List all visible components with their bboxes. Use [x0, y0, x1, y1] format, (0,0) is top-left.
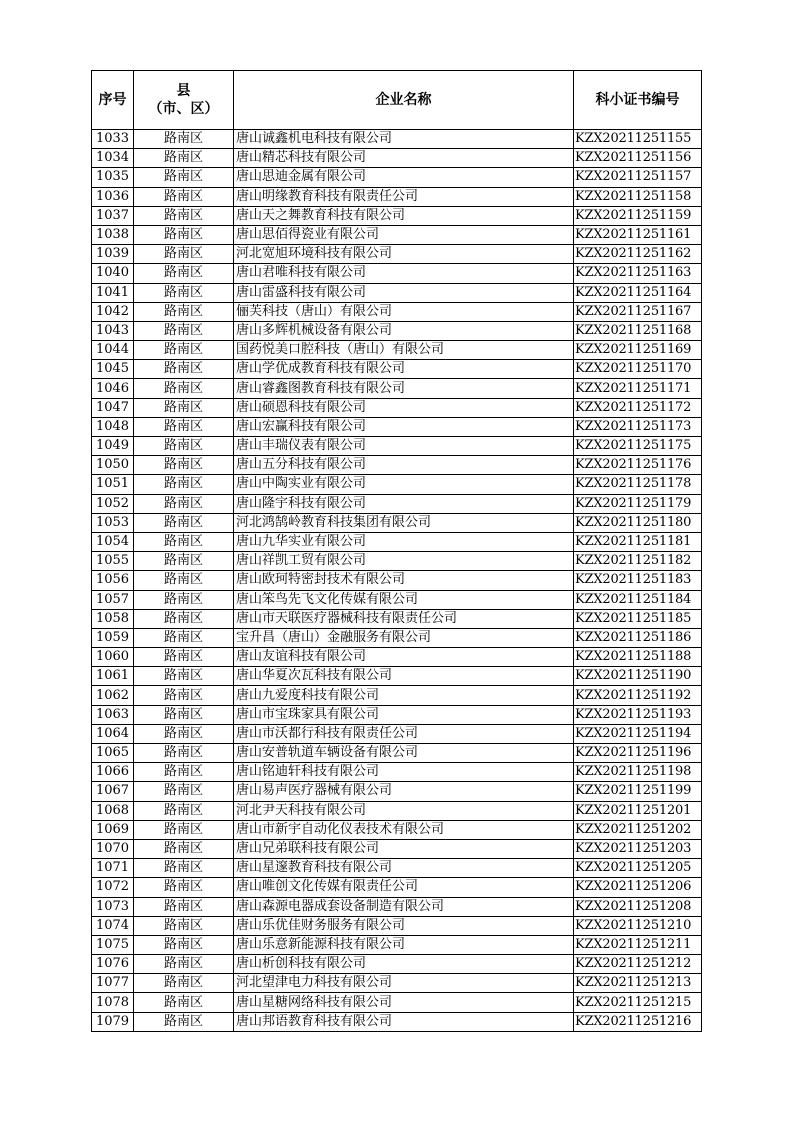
county-cell: 路南区 — [134, 744, 234, 763]
company-name-cell: 河北望津电力科技有限公司 — [234, 974, 574, 993]
header-row — [92, 71, 702, 130]
certificate-no-cell: KZX20211251163 — [574, 264, 702, 283]
certificate-no-cell: KZX20211251202 — [574, 820, 702, 839]
county-cell: 路南区 — [134, 245, 234, 264]
company-name-cell: 唐山祥凯工贸有限公司 — [234, 552, 574, 571]
county-cell: 路南区 — [134, 532, 234, 551]
table-row — [92, 897, 702, 916]
county-cell: 路南区 — [134, 782, 234, 801]
serial-no-cell: 1065 — [92, 744, 134, 763]
serial-no-cell: 1042 — [92, 302, 134, 321]
table-row — [92, 360, 702, 379]
table-row — [92, 820, 702, 839]
company-name-cell: 唐山铭迪轩科技有限公司 — [234, 763, 574, 782]
table-row — [92, 494, 702, 513]
serial-no-cell: 1068 — [92, 801, 134, 820]
serial-no-cell: 1058 — [92, 609, 134, 628]
county-cell: 路南区 — [134, 225, 234, 244]
serial-no-cell: 1054 — [92, 532, 134, 551]
header-county-line2: （市、区） — [148, 101, 219, 117]
serial-no-cell: 1056 — [92, 571, 134, 590]
company-name-cell: 唐山笨鸟先飞文化传媒有限公司 — [234, 590, 574, 609]
certificate-no-cell: KZX20211251194 — [574, 724, 702, 743]
certificate-no-cell: KZX20211251210 — [574, 916, 702, 935]
serial-no-cell: 1049 — [92, 437, 134, 456]
table-row — [92, 379, 702, 398]
serial-no-cell: 1079 — [92, 1012, 134, 1031]
header-serial-no: 序号 — [92, 71, 134, 130]
serial-no-cell: 1071 — [92, 859, 134, 878]
county-cell: 路南区 — [134, 686, 234, 705]
serial-no-cell: 1077 — [92, 974, 134, 993]
table-row — [92, 187, 702, 206]
company-name-cell: 唐山思迪金属有限公司 — [234, 168, 574, 187]
county-cell: 路南区 — [134, 398, 234, 417]
table-row — [92, 245, 702, 264]
table-row — [92, 590, 702, 609]
certificate-no-cell: KZX20211251206 — [574, 878, 702, 897]
serial-no-cell: 1055 — [92, 552, 134, 571]
county-cell: 路南区 — [134, 360, 234, 379]
table-row — [92, 686, 702, 705]
certificate-no-cell: KZX20211251190 — [574, 667, 702, 686]
table-row — [92, 705, 702, 724]
company-name-cell: 唐山精芯科技有限公司 — [234, 149, 574, 168]
serial-no-cell: 1036 — [92, 187, 134, 206]
company-name-cell: 唐山诚鑫机电科技有限公司 — [234, 130, 574, 149]
table-row — [92, 763, 702, 782]
table-row — [92, 321, 702, 340]
company-name-cell: 宝升昌（唐山）金融服务有限公司 — [234, 628, 574, 647]
serial-no-cell: 1046 — [92, 379, 134, 398]
serial-no-cell: 1067 — [92, 782, 134, 801]
certificate-no-cell: KZX20211251159 — [574, 206, 702, 225]
county-cell: 路南区 — [134, 935, 234, 954]
county-cell: 路南区 — [134, 494, 234, 513]
company-name-cell: 唐山易声医疗器械有限公司 — [234, 782, 574, 801]
county-cell: 路南区 — [134, 974, 234, 993]
county-cell: 路南区 — [134, 475, 234, 494]
serial-no-cell: 1034 — [92, 149, 134, 168]
county-cell: 路南区 — [134, 571, 234, 590]
certificate-no-cell: KZX20211251179 — [574, 494, 702, 513]
certificate-no-cell: KZX20211251201 — [574, 801, 702, 820]
certificate-no-cell: KZX20211251196 — [574, 744, 702, 763]
company-name-cell: 唐山兄弟联科技有限公司 — [234, 839, 574, 858]
county-cell: 路南区 — [134, 206, 234, 225]
serial-no-cell: 1074 — [92, 916, 134, 935]
table-row — [92, 878, 702, 897]
company-name-cell: 唐山星邃教育科技有限公司 — [234, 859, 574, 878]
certificate-no-cell: KZX20211251208 — [574, 897, 702, 916]
county-cell: 路南区 — [134, 667, 234, 686]
company-name-cell: 唐山乐意新能源科技有限公司 — [234, 935, 574, 954]
county-cell: 路南区 — [134, 590, 234, 609]
company-name-cell: 唐山硕恩科技有限公司 — [234, 398, 574, 417]
company-name-cell: 唐山邦语教育科技有限公司 — [234, 1012, 574, 1031]
table-body — [92, 130, 702, 1032]
county-cell: 路南区 — [134, 321, 234, 340]
company-name-cell: 唐山多辉机械设备有限公司 — [234, 321, 574, 340]
certificate-no-cell: KZX20211251168 — [574, 321, 702, 340]
certificate-no-cell: KZX20211251181 — [574, 532, 702, 551]
serial-no-cell: 1069 — [92, 820, 134, 839]
county-cell: 路南区 — [134, 609, 234, 628]
table-row — [92, 782, 702, 801]
county-cell: 路南区 — [134, 955, 234, 974]
table-row — [92, 341, 702, 360]
certificate-no-cell: KZX20211251173 — [574, 417, 702, 436]
certificate-no-cell: KZX20211251178 — [574, 475, 702, 494]
table-row — [92, 955, 702, 974]
county-cell: 路南区 — [134, 801, 234, 820]
certificate-no-cell: KZX20211251157 — [574, 168, 702, 187]
county-cell: 路南区 — [134, 628, 234, 647]
table-row — [92, 283, 702, 302]
certificate-no-cell: KZX20211251156 — [574, 149, 702, 168]
county-cell: 路南区 — [134, 878, 234, 897]
table-row — [92, 974, 702, 993]
county-cell: 路南区 — [134, 168, 234, 187]
company-name-cell: 唐山隆宇科技有限公司 — [234, 494, 574, 513]
table-row — [92, 168, 702, 187]
table-row — [92, 916, 702, 935]
table-row — [92, 1012, 702, 1031]
county-cell: 路南区 — [134, 302, 234, 321]
header-county — [134, 71, 234, 130]
company-name-cell: 唐山九华实业有限公司 — [234, 532, 574, 551]
certificate-no-cell: KZX20211251211 — [574, 935, 702, 954]
serial-no-cell: 1060 — [92, 648, 134, 667]
company-name-cell: 唐山明缘教育科技有限责任公司 — [234, 187, 574, 206]
county-cell: 路南区 — [134, 379, 234, 398]
certificate-no-cell: KZX20211251176 — [574, 456, 702, 475]
company-name-cell: 河北鸿鹄岭教育科技集团有限公司 — [234, 513, 574, 532]
serial-no-cell: 1037 — [92, 206, 134, 225]
company-name-cell: 唐山学优成教育科技有限公司 — [234, 360, 574, 379]
serial-no-cell: 1035 — [92, 168, 134, 187]
table-row — [92, 628, 702, 647]
table-row — [92, 724, 702, 743]
certificate-no-cell: KZX20211251192 — [574, 686, 702, 705]
certificate-no-cell: KZX20211251205 — [574, 859, 702, 878]
serial-no-cell: 1062 — [92, 686, 134, 705]
table-row — [92, 801, 702, 820]
table-row — [92, 456, 702, 475]
table-row — [92, 302, 702, 321]
county-cell: 路南区 — [134, 724, 234, 743]
table-row — [92, 667, 702, 686]
serial-no-cell: 1038 — [92, 225, 134, 244]
county-cell: 路南区 — [134, 839, 234, 858]
table-row — [92, 513, 702, 532]
county-cell: 路南区 — [134, 437, 234, 456]
serial-no-cell: 1050 — [92, 456, 134, 475]
certificate-no-cell: KZX20211251171 — [574, 379, 702, 398]
county-cell: 路南区 — [134, 648, 234, 667]
serial-no-cell: 1076 — [92, 955, 134, 974]
table-row — [92, 571, 702, 590]
table-row — [92, 935, 702, 954]
county-cell: 路南区 — [134, 456, 234, 475]
county-cell: 路南区 — [134, 763, 234, 782]
serial-no-cell: 1048 — [92, 417, 134, 436]
company-name-cell: 唐山九爱度科技有限公司 — [234, 686, 574, 705]
company-name-cell: 唐山思佰得瓷业有限公司 — [234, 225, 574, 244]
certificate-no-cell: KZX20211251198 — [574, 763, 702, 782]
company-name-cell: 唐山五分科技有限公司 — [234, 456, 574, 475]
table-row — [92, 264, 702, 283]
serial-no-cell: 1051 — [92, 475, 134, 494]
serial-no-cell: 1057 — [92, 590, 134, 609]
company-name-cell: 河北尹天科技有限公司 — [234, 801, 574, 820]
serial-no-cell: 1073 — [92, 897, 134, 916]
company-name-cell: 唐山华夏次瓦科技有限公司 — [234, 667, 574, 686]
company-certificate-table — [91, 70, 702, 1032]
county-cell: 路南区 — [134, 417, 234, 436]
certificate-no-cell: KZX20211251193 — [574, 705, 702, 724]
table-row — [92, 417, 702, 436]
county-cell: 路南区 — [134, 283, 234, 302]
certificate-no-cell: KZX20211251180 — [574, 513, 702, 532]
company-name-cell: 唐山睿鑫图教育科技有限公司 — [234, 379, 574, 398]
serial-no-cell: 1053 — [92, 513, 134, 532]
serial-no-cell: 1039 — [92, 245, 134, 264]
county-cell: 路南区 — [134, 705, 234, 724]
serial-no-cell: 1078 — [92, 993, 134, 1012]
company-name-cell: 唐山唯创文化传媒有限责任公司 — [234, 878, 574, 897]
company-name-cell: 唐山天之舞教育科技有限公司 — [234, 206, 574, 225]
county-cell: 路南区 — [134, 859, 234, 878]
company-name-cell: 唐山市新宇自动化仪表技术有限公司 — [234, 820, 574, 839]
table-row — [92, 149, 702, 168]
certificate-no-cell: KZX20211251183 — [574, 571, 702, 590]
table-row — [92, 206, 702, 225]
serial-no-cell: 1033 — [92, 130, 134, 149]
table-row — [92, 993, 702, 1012]
certificate-no-cell: KZX20211251216 — [574, 1012, 702, 1031]
company-name-cell: 国药悦美口腔科技（唐山）有限公司 — [234, 341, 574, 360]
certificate-no-cell: KZX20211251212 — [574, 955, 702, 974]
table-row — [92, 609, 702, 628]
certificate-no-cell: KZX20211251162 — [574, 245, 702, 264]
serial-no-cell: 1072 — [92, 878, 134, 897]
certificate-no-cell: KZX20211251203 — [574, 839, 702, 858]
company-name-cell: 唐山安普轨道车辆设备有限公司 — [234, 744, 574, 763]
certificate-no-cell: KZX20211251188 — [574, 648, 702, 667]
serial-no-cell: 1047 — [92, 398, 134, 417]
company-name-cell: 唐山乐优佳财务服务有限公司 — [234, 916, 574, 935]
serial-no-cell: 1061 — [92, 667, 134, 686]
certificate-no-cell: KZX20211251155 — [574, 130, 702, 149]
company-name-cell: 唐山丰瑞仪表有限公司 — [234, 437, 574, 456]
certificate-no-cell: KZX20211251170 — [574, 360, 702, 379]
table-row — [92, 744, 702, 763]
certificate-no-cell: KZX20211251164 — [574, 283, 702, 302]
header-company-name: 企业名称 — [234, 71, 574, 130]
certificate-no-cell: KZX20211251185 — [574, 609, 702, 628]
county-cell: 路南区 — [134, 513, 234, 532]
company-name-cell: 河北宽旭环境科技有限公司 — [234, 245, 574, 264]
certificate-no-cell: KZX20211251213 — [574, 974, 702, 993]
serial-no-cell: 1064 — [92, 724, 134, 743]
certificate-no-cell: KZX20211251182 — [574, 552, 702, 571]
serial-no-cell: 1066 — [92, 763, 134, 782]
county-cell: 路南区 — [134, 187, 234, 206]
serial-no-cell: 1043 — [92, 321, 134, 340]
company-name-cell: 唐山欧珂特密封技术有限公司 — [234, 571, 574, 590]
company-name-cell: 唐山友谊科技有限公司 — [234, 648, 574, 667]
table-row — [92, 532, 702, 551]
company-name-cell: 唐山市沃都行科技有限责任公司 — [234, 724, 574, 743]
company-name-cell: 唐山君唯科技有限公司 — [234, 264, 574, 283]
county-cell: 路南区 — [134, 552, 234, 571]
certificate-no-cell: KZX20211251172 — [574, 398, 702, 417]
company-name-cell: 唐山森源电器成套设备制造有限公司 — [234, 897, 574, 916]
company-name-cell: 唐山雷盛科技有限公司 — [234, 283, 574, 302]
county-cell: 路南区 — [134, 341, 234, 360]
certificate-no-cell: KZX20211251175 — [574, 437, 702, 456]
serial-no-cell: 1045 — [92, 360, 134, 379]
serial-no-cell: 1052 — [92, 494, 134, 513]
certificate-no-cell: KZX20211251167 — [574, 302, 702, 321]
company-name-cell: 唐山宏赢科技有限公司 — [234, 417, 574, 436]
serial-no-cell: 1070 — [92, 839, 134, 858]
company-name-cell: 俪芙科技（唐山）有限公司 — [234, 302, 574, 321]
serial-no-cell: 1075 — [92, 935, 134, 954]
county-cell: 路南区 — [134, 130, 234, 149]
certificate-no-cell: KZX20211251199 — [574, 782, 702, 801]
certificate-no-cell: KZX20211251169 — [574, 341, 702, 360]
county-cell: 路南区 — [134, 820, 234, 839]
company-name-cell: 唐山中陶实业有限公司 — [234, 475, 574, 494]
table-header — [92, 71, 702, 130]
company-name-cell: 唐山市天联医疗器械科技有限责任公司 — [234, 609, 574, 628]
serial-no-cell: 1044 — [92, 341, 134, 360]
serial-no-cell: 1063 — [92, 705, 134, 724]
table-row — [92, 398, 702, 417]
county-cell: 路南区 — [134, 916, 234, 935]
table-row — [92, 648, 702, 667]
serial-no-cell: 1041 — [92, 283, 134, 302]
certificate-no-cell: KZX20211251161 — [574, 225, 702, 244]
table-row — [92, 839, 702, 858]
table-row — [92, 552, 702, 571]
county-cell: 路南区 — [134, 993, 234, 1012]
table-row — [92, 225, 702, 244]
certificate-no-cell: KZX20211251186 — [574, 628, 702, 647]
company-name-cell: 唐山市宝珠家具有限公司 — [234, 705, 574, 724]
county-cell: 路南区 — [134, 1012, 234, 1031]
serial-no-cell: 1059 — [92, 628, 134, 647]
table-row — [92, 859, 702, 878]
certificate-no-cell: KZX20211251158 — [574, 187, 702, 206]
serial-no-cell: 1040 — [92, 264, 134, 283]
table-row — [92, 437, 702, 456]
header-certificate-no: 科小证书编号 — [574, 71, 702, 130]
county-cell: 路南区 — [134, 897, 234, 916]
header-county-line1: 县 — [176, 83, 191, 99]
county-cell: 路南区 — [134, 264, 234, 283]
certificate-no-cell: KZX20211251215 — [574, 993, 702, 1012]
certificate-no-cell: KZX20211251184 — [574, 590, 702, 609]
table-row — [92, 475, 702, 494]
table-row — [92, 130, 702, 149]
company-name-cell: 唐山星糖网络科技有限公司 — [234, 993, 574, 1012]
county-cell: 路南区 — [134, 149, 234, 168]
company-name-cell: 唐山析创科技有限公司 — [234, 955, 574, 974]
